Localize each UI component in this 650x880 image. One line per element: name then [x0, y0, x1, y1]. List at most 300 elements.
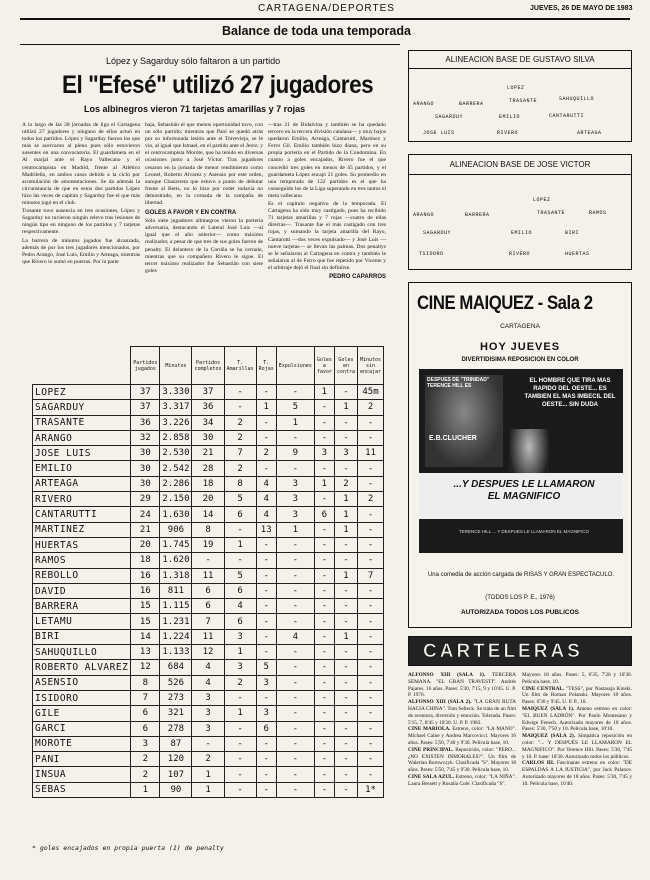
player-column-header — [33, 347, 131, 385]
column-header: Goles a favor — [314, 347, 334, 385]
stat-cell: 14 — [192, 507, 224, 522]
stat-cell: 120 — [160, 752, 192, 767]
table-row — [33, 537, 384, 552]
stat-cell: 1 — [334, 400, 357, 415]
stat-cell: 3 — [256, 675, 276, 690]
stat-cell: 3 — [334, 446, 357, 461]
stat-cell: - — [276, 782, 314, 797]
carteleras-title: CARTELERAS — [423, 641, 583, 662]
stat-cell: - — [357, 645, 383, 660]
lineup-name: RIVERO — [509, 251, 531, 257]
poster-top-text: DESPUES DE "TRINIDAD" TERENCE HILL ES — [427, 377, 490, 389]
player-name: ARTEAGA — [33, 476, 131, 491]
article-kicker: López y Sagarduy sólo faltaron a un partido — [106, 56, 281, 66]
ad-line2: (TODOS LOS P. E., 1976) — [485, 595, 555, 601]
stat-cell: - — [334, 614, 357, 629]
stat-cell: 21 — [131, 522, 160, 537]
listing-name: ALFONSO XIII (SALA 1). — [408, 672, 486, 678]
column-header: T. Rojas — [256, 347, 276, 385]
table-row — [33, 446, 384, 461]
player-name: ASENSIO — [33, 675, 131, 690]
stat-cell: - — [256, 537, 276, 552]
ad-line3: AUTORIZADA TODOS LOS PUBLICOS — [461, 609, 579, 616]
stat-cell: 29 — [131, 492, 160, 507]
stat-cell: - — [334, 537, 357, 552]
listing-name: CINE MARIOLA. — [408, 726, 451, 733]
stat-cell: 7 — [224, 446, 256, 461]
article-subhead: Los albinegros vieron 71 tarjetas amarillas y 7 rojas — [84, 104, 306, 114]
paragraph: baja, Sebastián el que menos oportunidad tuvo, con un sólo partido; mientras que Paní se quedó atrás por su infortunada lesión ante el Torrevieja, se le vio, al igual que Ismael, en el partido ante el Jerez; y el centrocampista Moróte, que ha tenido en diversas ocasiones junto a José Víctor. Tras jugadores cesaron en la jornada de menor rendimiento como Leonel, Roberto Alvarez y Asensio por este orden, aunque Chazarreta que estuvo a punto de debutar frente al Betis, no lo hizo por ceder todavía no demostrado, en la cornada de la campaña de libertad. — [145, 122, 263, 207]
stat-cell: - — [334, 645, 357, 660]
column-header: Partidos completos — [192, 347, 224, 385]
stat-cell: 8 — [224, 476, 256, 491]
stat-cell: 13 — [256, 522, 276, 537]
stat-cell: 2 — [357, 492, 383, 507]
stat-cell: 7 — [131, 690, 160, 705]
lineup-name: LOPEZ — [507, 85, 525, 91]
stat-cell: 3 — [192, 706, 224, 721]
lineup-name: JOSE LUIS — [423, 130, 455, 136]
lineup-name: CANTARUTTI — [549, 113, 585, 119]
stat-cell: 28 — [192, 461, 224, 476]
stat-cell: 1.318 — [160, 568, 192, 583]
paragraph: —tras 21 de Bidalvina y también se ha quedado tercero en la tercera división catalana— y muy bajos quedaron Emilio, Arteaga, Cantarutti, Martínez y Ferro Gil. Emilio también hizo diana, pero en su propia portería en el Partido de la Condomina. En cuanto a goles encajados, Rivero fue el que concedió tres goles en menos de 45 partidos, y el guardameta López encajó 21 goles. Su promedio en una temporada de 122 partidos es el que ha conseguido los de la Liga superando en tres tantos el meta vallecano. — [268, 122, 386, 199]
stat-cell: 1.224 — [160, 629, 192, 644]
stat-cell: - — [357, 507, 383, 522]
date-label: JUEVES, 26 DE MAYO DE 1983 — [530, 5, 633, 12]
listing-name: CINE PRINCIPAL. — [408, 746, 454, 753]
stat-cell: - — [256, 752, 276, 767]
stat-cell: 1 — [334, 568, 357, 583]
stat-cell: 4 — [256, 476, 276, 491]
section-label: CARTAGENA/DEPORTES — [258, 3, 395, 14]
stat-cell: 1.115 — [160, 599, 192, 614]
stat-cell: - — [357, 767, 383, 782]
stat-cell: - — [276, 660, 314, 675]
stat-cell: 20 — [192, 492, 224, 507]
table-row — [33, 675, 384, 690]
stat-cell: - — [314, 706, 334, 721]
stat-cell: - — [256, 599, 276, 614]
stat-cell: 321 — [160, 706, 192, 721]
stat-cell: - — [256, 736, 276, 751]
stat-cell: - — [357, 583, 383, 598]
stat-cell: - — [334, 553, 357, 568]
lineup-name: HUERTAS — [565, 251, 590, 257]
stat-cell: 12 — [192, 645, 224, 660]
stat-cell: 18 — [131, 553, 160, 568]
table-row — [33, 752, 384, 767]
stat-cell: 37 — [192, 385, 224, 400]
stat-cell: - — [276, 553, 314, 568]
stat-cell: - — [334, 767, 357, 782]
lineup-name: BIRI — [565, 230, 580, 236]
stat-cell: - — [314, 782, 334, 797]
stat-cell: 6 — [314, 507, 334, 522]
stat-cell: - — [276, 430, 314, 445]
stat-cell: - — [224, 400, 256, 415]
stat-cell: 3 — [192, 721, 224, 736]
stat-cell: - — [357, 415, 383, 430]
listing — [408, 747, 516, 774]
lineup-name: RIVERO — [497, 130, 519, 136]
lineup-name: EMILIO — [499, 114, 521, 120]
stat-cell: - — [314, 583, 334, 598]
stat-cell: 12 — [131, 660, 160, 675]
stat-cell: - — [256, 690, 276, 705]
stat-cell: 32 — [131, 430, 160, 445]
listing-name: MAIQUEZ (SALA 1). — [522, 705, 575, 712]
carteleras-left — [408, 672, 516, 788]
table-row — [33, 706, 384, 721]
stat-cell: 1 — [334, 507, 357, 522]
listing-text: Ameno estreno en color: "EL BUEN LADRÓN". Por Paolo Montesano y Edwige Fenech. Autorizada mayores de 18 años. Pases: 5'30, 7'50 y 10. Película base, 10'10. — [522, 705, 632, 733]
stat-cell: - — [276, 614, 314, 629]
stat-cell: - — [314, 736, 334, 751]
stat-cell: 1 — [314, 385, 334, 400]
carteleras-right — [522, 672, 632, 788]
column-header: T. Amarillas — [224, 347, 256, 385]
paragraph: Trasante tuvo ausencia en tres ocasiones, López y Sagarduy no tuvieron ningún relevo tras lesiones de ningún tipo en ninguno de los partidos y 7 tarjetas respectivamente. — [22, 208, 140, 236]
stat-cell: - — [314, 430, 334, 445]
stat-cell: - — [314, 461, 334, 476]
stat-cell: 1 — [224, 537, 256, 552]
listing — [408, 672, 516, 699]
stat-cell: 2 — [224, 461, 256, 476]
stat-cell: - — [314, 415, 334, 430]
stat-cell: 5 — [276, 400, 314, 415]
table-row — [33, 476, 384, 491]
stat-cell: 2 — [224, 430, 256, 445]
stat-cell: - — [276, 385, 314, 400]
stat-cell: 107 — [160, 767, 192, 782]
stat-cell: 278 — [160, 721, 192, 736]
player-name: SEBAS — [33, 782, 131, 797]
stat-cell: - — [314, 537, 334, 552]
stat-cell: 3 — [276, 507, 314, 522]
stat-cell: 4 — [224, 599, 256, 614]
table-row — [33, 736, 384, 751]
player-name: ARANGO — [33, 430, 131, 445]
stat-cell: 45m — [357, 385, 383, 400]
stat-cell: - — [256, 782, 276, 797]
table-row — [33, 645, 384, 660]
lineup-title-rule — [409, 174, 631, 175]
stat-cell: - — [224, 752, 256, 767]
listing-name: ALFONSO XIII (SALA 2). — [408, 699, 472, 706]
listing — [522, 733, 632, 760]
stat-cell: 2 — [256, 446, 276, 461]
table-row — [33, 690, 384, 705]
lineup-name: ARTEAGA — [577, 130, 602, 136]
table-row — [33, 767, 384, 782]
stat-cell: - — [357, 736, 383, 751]
stat-cell: 37 — [131, 400, 160, 415]
stat-cell: - — [314, 690, 334, 705]
stat-cell: 6 — [256, 721, 276, 736]
lineup-name: TRASANTE — [509, 98, 538, 104]
table-row — [33, 415, 384, 430]
stat-cell: 21 — [192, 446, 224, 461]
stat-cell: - — [334, 721, 357, 736]
lineup-box-jose-victor — [408, 154, 632, 270]
lineup-name: SAGARDUY — [435, 114, 464, 120]
stat-cell: 6 — [192, 599, 224, 614]
stat-cell: - — [256, 645, 276, 660]
paragraph: Es el capítulo negativo de la temporada. El Cartagena ha sido muy castigado, pues ha recibido 71 tarjetas amarillas y 7 rojas —cuatro de ellas directas—. Trasante fue el más castigado con tres rojas, y sumando la tarjeta amarilla del Rayo, Cantarutti —dos veces expulsado— y José Luis —nueve tarjetas— se llevan las palmas. Dos penaltys se le señalaron al Cartagena en contra y también le señalaron al de Ferro que fue repetido por Vicente y el arbitraje dejó el final sin definirse. — [268, 201, 386, 271]
player-name: GARCI — [33, 721, 131, 736]
stat-cell: - — [357, 660, 383, 675]
stat-cell: 8 — [131, 675, 160, 690]
cinema-ad — [408, 282, 632, 628]
player-name: RIVERO — [33, 492, 131, 507]
stat-cell: - — [224, 553, 256, 568]
player-name: RAMOS — [33, 553, 131, 568]
stat-cell: - — [256, 568, 276, 583]
stat-cell: 4 — [192, 660, 224, 675]
lineup-name: LOPEZ — [533, 197, 551, 203]
listing-name: CARLOS III. — [522, 760, 555, 767]
stat-cell: - — [314, 599, 334, 614]
stat-cell: - — [276, 690, 314, 705]
stat-cell: 2 — [357, 400, 383, 415]
stat-cell: 4 — [276, 629, 314, 644]
lineup-name: ARANGO — [413, 212, 435, 218]
stat-cell: 3 — [276, 476, 314, 491]
stat-cell: 1 — [334, 492, 357, 507]
cinema-name: CINE MAIQUEZ - Sala 2 — [417, 293, 593, 314]
cinema-city: CARTAGENA — [500, 323, 540, 330]
stat-cell: - — [276, 767, 314, 782]
carteleras-banner — [408, 636, 632, 666]
stat-cell: 36 — [192, 400, 224, 415]
stat-cell: - — [276, 675, 314, 690]
stat-cell: 1.133 — [160, 645, 192, 660]
lineup-title-rule — [409, 68, 631, 69]
lineup-name: SAGARDUY — [423, 230, 452, 236]
article-column-3 — [268, 122, 386, 280]
lineup-name: SAHUQUILLO — [559, 96, 595, 102]
stat-cell: - — [357, 461, 383, 476]
stat-cell: - — [276, 645, 314, 660]
stat-cell: 24 — [131, 507, 160, 522]
stat-cell: 6 — [192, 583, 224, 598]
stat-cell: - — [224, 767, 256, 782]
stat-cell: - — [276, 721, 314, 736]
player-name: PANI — [33, 752, 131, 767]
stat-cell: 684 — [160, 660, 192, 675]
stat-cell: 1.630 — [160, 507, 192, 522]
stat-cell: - — [224, 736, 256, 751]
table-row — [33, 400, 384, 415]
stat-cell: 1 — [276, 415, 314, 430]
listing-text: Reposición, color: "PERO... ¿NO EXISTEN INMORALES?". Un film de Walerian Borowczyk. Clasificada "S". Mayores 18 años. Pases: 5'50, 7'45 y 9'30. Película base, 10. — [408, 746, 516, 774]
stat-cell: 34 — [192, 415, 224, 430]
stat-cell: 6 — [224, 507, 256, 522]
table-row — [33, 461, 384, 476]
banner-rule — [20, 44, 400, 45]
stat-cell: 16 — [131, 568, 160, 583]
column-header: Minutos sin encajar — [357, 347, 383, 385]
stat-cell: - — [334, 660, 357, 675]
table-row — [33, 782, 384, 797]
table-row — [33, 553, 384, 568]
stat-cell: - — [357, 476, 383, 491]
stat-cell: - — [314, 492, 334, 507]
stat-cell: 1.231 — [160, 614, 192, 629]
player-name: SAHUQUILLO — [33, 645, 131, 660]
stat-cell: - — [192, 736, 224, 751]
listing-text: "TESS", por Nastassja Kinski. Un film de Roman Polanski. Mayores 18 años. Pases: 6'30 y 9'45. U. P. P., 10. — [522, 685, 632, 706]
stat-cell: 2 — [131, 752, 160, 767]
stat-cell: 2.542 — [160, 461, 192, 476]
listing-name: CINE CENTRAL. — [522, 685, 565, 692]
table-row — [33, 522, 384, 537]
stat-cell: 811 — [160, 583, 192, 598]
player-name: BARRERA — [33, 599, 131, 614]
stat-cell: 3 — [276, 492, 314, 507]
stat-cell: - — [224, 690, 256, 705]
stat-cell: - — [256, 461, 276, 476]
stat-cell: - — [224, 782, 256, 797]
stat-cell: 15 — [131, 599, 160, 614]
paragraph: A lo largo de las 38 jornadas de liga el Cartagena utilizó 27 jugadores y ninguno de ellos actuó en todos los partidos. López y Sagarduy fueron los que más se acercaron al pleno pues sólo estuvieron ausentes en una convocatoria. El guardameta en el Al marjal ante el Rayo Vallecano y el centrocampista en Madrid, frente al Atlético Madrileño, en ambos casos debido a la ciclo por acumulación de amonestaciones. Se da además la circunstancia de que en estos dos partidos López hizo las veces de capitán y Sagarduy fue el que más minutos jugó en el club. — [22, 122, 140, 207]
stat-cell: - — [192, 553, 224, 568]
stat-cell: 2 — [131, 767, 160, 782]
stat-cell: 30 — [131, 476, 160, 491]
player-name: BIRI — [33, 629, 131, 644]
stat-cell: 1 — [334, 522, 357, 537]
player-name: HUERTAS — [33, 537, 131, 552]
table-row — [33, 492, 384, 507]
stat-cell: 18 — [192, 476, 224, 491]
lineup-name: TRASANTE — [537, 210, 566, 216]
table-row — [33, 507, 384, 522]
stat-cell: - — [357, 721, 383, 736]
stat-cell: 2 — [334, 476, 357, 491]
stat-cell: 1 — [192, 782, 224, 797]
column-header: Expulsiones — [276, 347, 314, 385]
stat-cell: - — [256, 553, 276, 568]
stat-cell: 11 — [192, 568, 224, 583]
stat-cell: 4 — [256, 507, 276, 522]
stat-cell: - — [334, 385, 357, 400]
listing — [522, 706, 632, 733]
stat-cell: 30 — [131, 446, 160, 461]
table-row — [33, 599, 384, 614]
stat-cell: 3 — [131, 736, 160, 751]
stat-cell: - — [276, 583, 314, 598]
lineup-name: TSIDORO — [419, 251, 444, 257]
player-stats-table — [32, 346, 384, 798]
banner-title: Balance de toda una temporada — [222, 24, 411, 38]
stat-cell: - — [224, 522, 256, 537]
listing-text: Estreno, color: "LA NIÑA". Laura Bessett y Rosalía Cole. Clasificada "S". — [408, 773, 516, 787]
stat-cell: 15 — [131, 614, 160, 629]
player-name: JOSE LUIS — [33, 446, 131, 461]
stat-cell: 2.150 — [160, 492, 192, 507]
stat-cell: - — [314, 752, 334, 767]
stat-cell: - — [334, 599, 357, 614]
stat-cell: - — [334, 430, 357, 445]
stat-cell: 87 — [160, 736, 192, 751]
stat-cell: - — [334, 752, 357, 767]
table-footnote: * goles encajados en propia puerta (1) de penalty — [32, 844, 224, 852]
stat-cell: 2.530 — [160, 446, 192, 461]
stat-cell: 4 — [256, 492, 276, 507]
stat-cell: 5 — [224, 568, 256, 583]
stat-cell: - — [314, 675, 334, 690]
stat-cell: 3 — [314, 446, 334, 461]
article-column-2 — [145, 122, 263, 276]
stat-cell: 906 — [160, 522, 192, 537]
stat-cell: 1 — [131, 782, 160, 797]
stat-cell: - — [357, 522, 383, 537]
stat-cell: 1 — [224, 706, 256, 721]
player-name: EMILIO — [33, 461, 131, 476]
stat-cell: 3 — [224, 629, 256, 644]
stat-cell: - — [314, 568, 334, 583]
stat-cell: 6 — [131, 721, 160, 736]
column-header: Goles en contra — [334, 347, 357, 385]
lineup-name: EMILIO — [511, 230, 533, 236]
stat-cell: - — [334, 675, 357, 690]
listing-name: MAIQUEZ (SALA 2). — [522, 733, 576, 740]
table-row — [33, 385, 384, 400]
listing-text: Fascinante estreno en color: "DE ESPALDAS A LA JUSTICIA", por Jack Palance. Autorizado mayores de 18 años. Pases: 5'30, 7'45 y 10. Película base, 10'40. — [522, 760, 632, 787]
stat-cell: - — [276, 736, 314, 751]
stat-cell: - — [334, 736, 357, 751]
stat-cell: 3 — [256, 706, 276, 721]
header-rule — [20, 18, 630, 20]
lineup-name: ARANGO — [413, 101, 435, 107]
lineup-name: BARRERA — [459, 101, 484, 107]
player-name: TRASANTE — [33, 415, 131, 430]
stat-cell: 1 — [314, 476, 334, 491]
stat-cell: 1 — [224, 645, 256, 660]
player-name: SAGARDUY — [33, 400, 131, 415]
ad-tagline: DIVERTIDISIMA REPOSICION EN COLOR — [461, 357, 579, 363]
stat-cell: 8 — [192, 522, 224, 537]
player-name: LOPEZ — [33, 385, 131, 400]
stat-cell: - — [276, 752, 314, 767]
stat-cell: - — [334, 415, 357, 430]
stat-cell: 6 — [224, 583, 256, 598]
stat-cell: - — [314, 400, 334, 415]
listing-text: TERCERA SEMANA. "EL GRAN TRAVESTI". Andrés Pajares. 16 años. Pases: 5'30, 7'15, 9 y 10'45. U. P. P. 1976. — [408, 672, 516, 699]
stat-cell: - — [334, 782, 357, 797]
player-name: ISIDORO — [33, 690, 131, 705]
stat-cell: - — [256, 767, 276, 782]
listing — [522, 672, 632, 686]
stat-cell: - — [314, 553, 334, 568]
stat-cell: 2 — [224, 675, 256, 690]
stat-cell: 1 — [334, 629, 357, 644]
table-header-row — [33, 347, 384, 385]
listing — [408, 699, 516, 726]
listing — [408, 726, 516, 746]
stat-cell: - — [276, 461, 314, 476]
stat-cell: - — [357, 430, 383, 445]
paragraph: La barrera de minutos jugados fue alcanzada, además de por los tres jugadores mencionados, por Pedro Arango, José Luis, Emilio y Arteaga, mientras que Rivero lo sumó en puertas. Por la parte — [22, 237, 140, 265]
stat-cell: 11 — [192, 629, 224, 644]
stat-cell: 37 — [131, 385, 160, 400]
stat-cell: 5 — [224, 492, 256, 507]
stat-cell: - — [334, 583, 357, 598]
table-row — [33, 583, 384, 598]
stat-cell: 1.620 — [160, 553, 192, 568]
stat-cell: 14 — [131, 629, 160, 644]
